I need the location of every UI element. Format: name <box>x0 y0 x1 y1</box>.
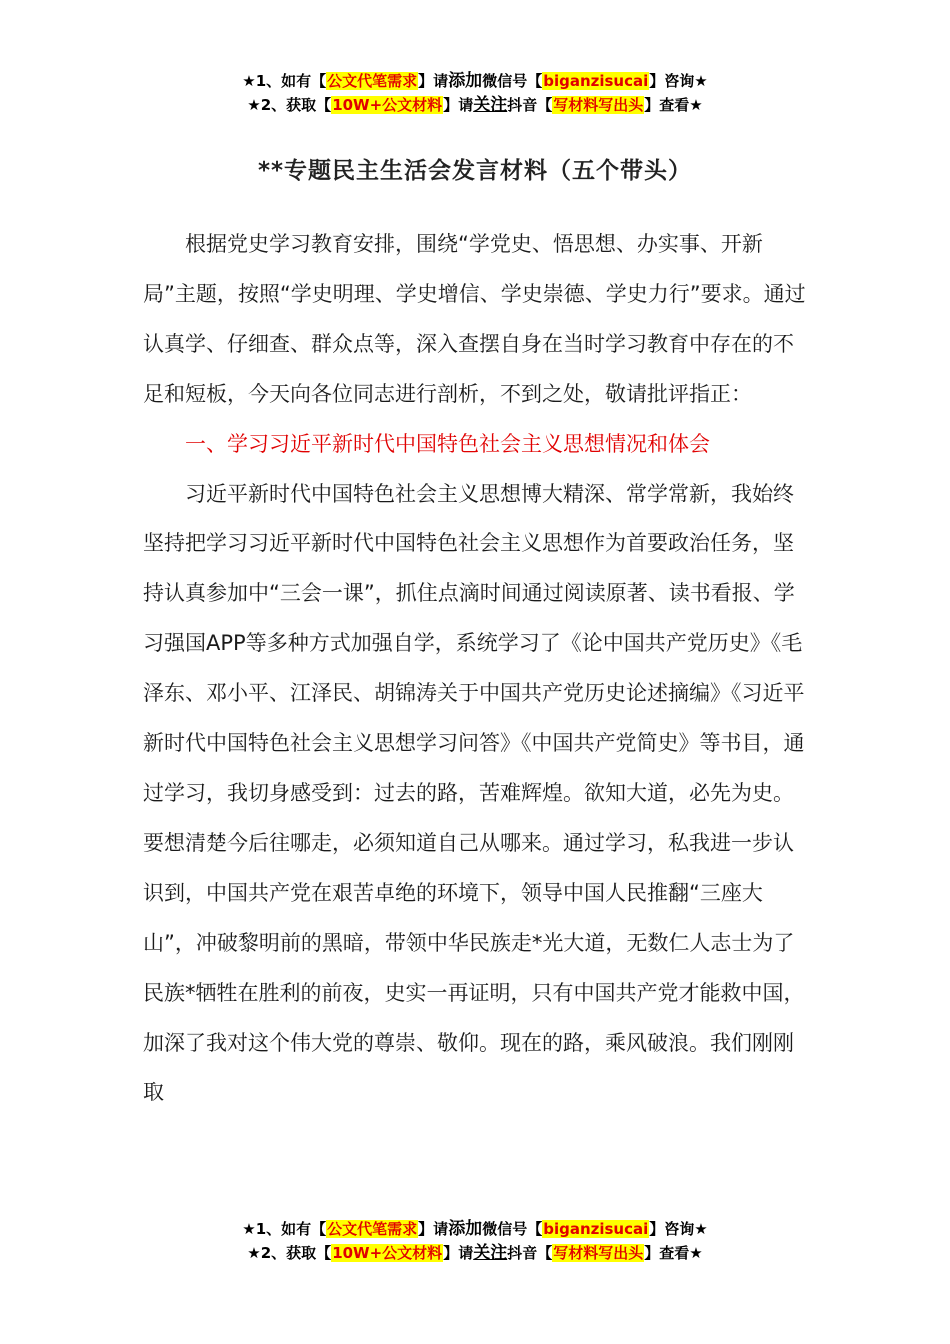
notice-text: 抖音【 <box>507 96 553 114</box>
footer-notice <box>0 1217 950 1265</box>
notice-emphasis: 添加 <box>448 1219 483 1239</box>
notice-text: ★1、如有【 <box>242 1220 327 1238</box>
highlight-materials: 10W+公文材料 <box>332 96 443 114</box>
section-heading: 一、学习习近平新时代中国特色社会主义思想情况和体会 <box>185 431 710 456</box>
highlight-service: 公文代笔需求 <box>327 1220 418 1238</box>
notice-text: 微信号【 <box>482 72 543 90</box>
header-notice <box>0 69 950 117</box>
highlight-wechat-id: biganzisucai <box>543 1220 649 1238</box>
notice-text: 微信号【 <box>482 1220 543 1238</box>
notice-text: 】请 <box>418 72 449 90</box>
notice-line-2 <box>0 1241 950 1265</box>
notice-line-1 <box>0 69 950 93</box>
highlight-service: 公文代笔需求 <box>327 72 418 90</box>
section-paragraph: 习近平新时代中国特色社会主义思想博大精深、常学常新，我始终坚持把学习习近平新时代中国特色社会主义思想作为首要政治任务，坚持认真参加中“三会一课”，抓住点滴时间通过阅读原著、读书看报、学习强国APP等多种方式加强自学，系统学习了《论中国共产党历史》《毛泽东、邓小平、江泽民、胡锦涛关于中国共产党历史论述摘编》《习近平新时代中国特色社会主义思想学习问答》《中国共产党简史》等书目，通过学习，我切身感受到：过去的路，苦难辉煌。欲知大道，必先为史。要想清楚今后往哪走，必须知道自己从哪来。通过学习，私我进一步认识到，中国共产党在艰苦卓绝的环境下，领导中国人民推翻“三座大山”，冲破黎明前的黑暗，带领中华民族走*光大道，无数仁人志士为了民族*牺牲在胜利的前夜，史实一再证明，只有中国共产党才能救中国，加深了我对这个伟大党的尊崇、敬仰。现在的路，乘风破浪。我们刚刚取 <box>143 481 805 1105</box>
notice-text: ★1、如有【 <box>242 72 327 90</box>
notice-text: 】查看★ <box>644 1244 703 1262</box>
document-body <box>143 220 813 1118</box>
notice-text: 】请 <box>418 1220 449 1238</box>
notice-emphasis: 关注 <box>473 1243 508 1263</box>
notice-emphasis: 添加 <box>448 71 483 91</box>
highlight-douyin-id: 写材料写出头 <box>553 1244 644 1262</box>
notice-text: 】查看★ <box>644 96 703 114</box>
notice-text: 】请 <box>443 96 474 114</box>
notice-line-2 <box>0 93 950 117</box>
notice-text: ★2、获取【 <box>247 1244 332 1262</box>
notice-text: 】咨询★ <box>649 1220 708 1238</box>
notice-line-1 <box>0 1217 950 1241</box>
document-title: **专题民主生活会发言材料（五个带头） <box>257 158 693 184</box>
highlight-materials: 10W+公文材料 <box>332 1244 443 1262</box>
notice-text: ★2、获取【 <box>247 96 332 114</box>
highlight-douyin-id: 写材料写出头 <box>553 96 644 114</box>
intro-paragraph: 根据党史学习教育安排，围绕“学党史、悟思想、办实事、开新局”主题，按照“学史明理、学史增信、学史崇德、学史力行”要求。通过认真学、仔细查、群众点等，深入查摆自身在当时学习教育中存在的不足和短板，今天向各位同志进行剖析，不到之处，敬请批评指正： <box>143 232 806 406</box>
notice-text: 】咨询★ <box>649 72 708 90</box>
notice-emphasis: 关注 <box>473 95 508 115</box>
notice-text: 】请 <box>443 1244 474 1262</box>
notice-text: 抖音【 <box>507 1244 553 1262</box>
highlight-wechat-id: biganzisucai <box>543 72 649 90</box>
